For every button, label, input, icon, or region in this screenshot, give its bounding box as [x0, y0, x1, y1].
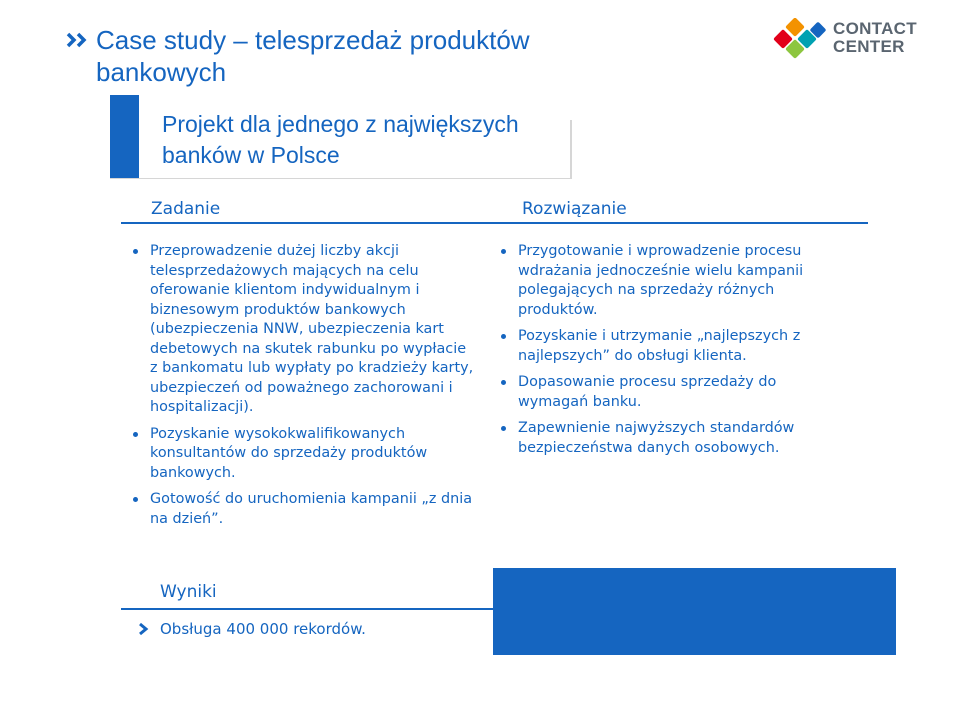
list-item: Pozyskanie wysokokwalifikowanych konsultantów do sprzedaży produktów bankowych. [130, 425, 475, 484]
solution-divider [493, 222, 868, 224]
list-item: Przygotowanie i wprowadzenie procesu wdrażania jednocześnie wielu kampanii polegających na sprzedaży różnych produktów. [498, 242, 843, 320]
logo-text: CONTACT CENTER [833, 19, 917, 56]
project-accent-bar [110, 95, 139, 178]
list-item: Dopasowanie procesu sprzedaży do wymagań banku. [498, 373, 843, 412]
results-item: Obsługa 400 000 rekordów. [160, 620, 366, 638]
list-item: Przeprowadzenie dużej liczby akcji telesprzedażowych mających na celu oferowanie klientom indywidualnym i biznesowym produktów bankowych (ubezpieczenia NNW, ubezpieczenia kart debetowych na skutek rabunku po wypłacie z bankomatu lub wypłaty po kradzieży karty, ubezpieczeń od poważnego zachorowani i hospitalizacji). [130, 242, 475, 418]
project-title: Projekt dla jednego z największych banków w Polsce [162, 111, 519, 168]
list-item: Zapewnienie najwyższych standardów bezpieczeństwa danych osobowych. [498, 419, 843, 458]
results-heading: Wyniki [160, 582, 217, 602]
project-box-shadow [570, 120, 572, 178]
chevron-right-icon [138, 622, 150, 636]
results-divider [121, 608, 493, 610]
solution-list [498, 242, 843, 465]
page-title: Case study – telesprzedaż produktów bankowych [96, 25, 530, 87]
list-item: Gotowość do uruchomienia kampanii „z dnia na dzień”. [130, 490, 475, 529]
task-list [130, 242, 475, 536]
task-heading: Zadanie [151, 199, 221, 219]
list-item: Pozyskanie i utrzymanie „najlepszych z najlepszych” do obsługi klienta. [498, 327, 843, 366]
task-divider [121, 222, 493, 224]
solution-heading: Rozwiązanie [522, 199, 627, 219]
double-chevron-icon [66, 30, 90, 50]
